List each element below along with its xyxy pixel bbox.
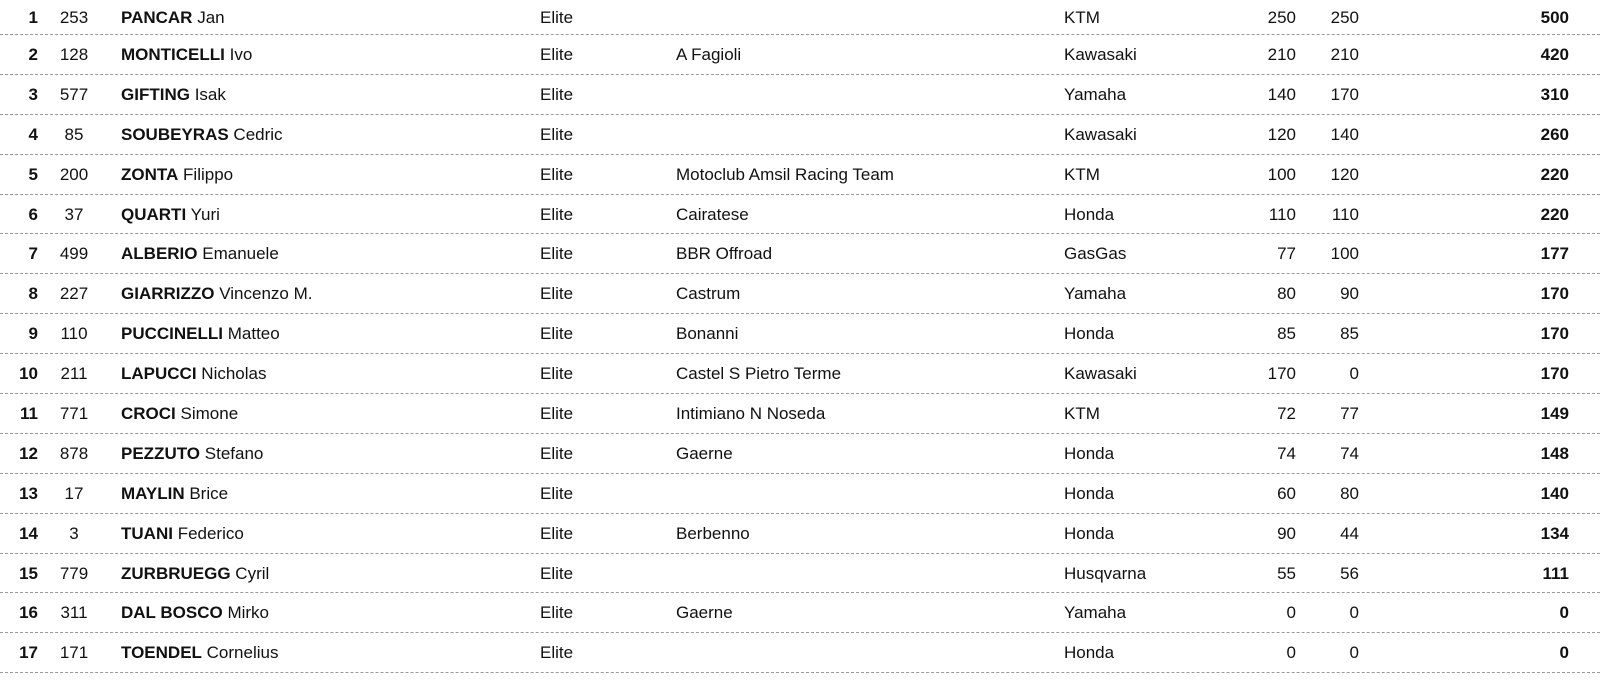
category-cell: Elite: [540, 404, 574, 424]
total-points-cell: 420: [1540, 45, 1569, 64]
total-points-cell: 140: [1540, 483, 1569, 503]
rider-name-cell: [121, 75, 226, 115]
rider-surname: QUARTI: [121, 204, 187, 224]
category-cell: Elite: [540, 643, 574, 663]
bike-cell: Honda: [1064, 643, 1115, 663]
race2-points-cell: 90: [1340, 284, 1359, 304]
rider-surname: GIFTING: [121, 84, 190, 104]
total-points-cell: 220: [1540, 164, 1569, 184]
position-cell: 2: [28, 45, 38, 64]
race1-points-cell: 85: [1277, 324, 1296, 344]
total-points-cell: 500: [1540, 8, 1569, 27]
position-cell: 7: [28, 244, 38, 264]
rider-name-cell: [121, 0, 225, 35]
race2-points-cell: 100: [1330, 244, 1359, 264]
race-number-cell: 253: [59, 8, 89, 27]
race2-points-cell: 250: [1330, 8, 1359, 27]
total-points-cell: 260: [1540, 124, 1569, 144]
position-cell: 17: [19, 643, 38, 663]
position-cell: 4: [28, 124, 38, 144]
race-number-cell: 17: [64, 483, 84, 503]
bike-cell: Kawasaki: [1064, 45, 1137, 64]
team-cell: Gaerne: [676, 443, 733, 463]
bike-cell: Yamaha: [1064, 84, 1127, 104]
race1-points-cell: 250: [1267, 8, 1296, 27]
race1-points-cell: 80: [1277, 284, 1296, 304]
race2-points-cell: 120: [1330, 164, 1359, 184]
team-cell: Motoclub Amsil Racing Team: [676, 164, 894, 184]
category-cell: Elite: [540, 204, 574, 224]
category-cell: Elite: [540, 324, 574, 344]
total-points-cell: 310: [1540, 84, 1569, 104]
race1-points-cell: 170: [1267, 364, 1296, 384]
total-points-cell: 220: [1540, 204, 1569, 224]
race2-points-cell: 74: [1340, 443, 1359, 463]
position-cell: 8: [28, 284, 38, 304]
bike-cell: Honda: [1064, 443, 1115, 463]
table-row: [0, 195, 1600, 235]
rider-name-cell: [121, 195, 220, 235]
rider-surname: LAPUCCI: [121, 364, 197, 384]
race2-points-cell: 170: [1330, 84, 1359, 104]
rider-firstname: Cyril: [235, 563, 270, 583]
rider-name-cell: [121, 554, 269, 594]
total-points-cell: 149: [1540, 404, 1569, 424]
bike-cell: Honda: [1064, 483, 1115, 503]
rider-firstname: Simone: [180, 404, 239, 424]
table-row: [0, 554, 1600, 594]
rider-name-cell: [121, 234, 279, 274]
table-row: [0, 155, 1600, 195]
table-row: [0, 35, 1600, 75]
rider-name-cell: [121, 115, 283, 155]
table-row: [0, 394, 1600, 434]
total-points-cell: 170: [1540, 364, 1569, 384]
race1-points-cell: 60: [1277, 483, 1296, 503]
team-cell: Bonanni: [676, 324, 739, 344]
race-number-cell: 200: [59, 164, 89, 184]
total-points-cell: 111: [1542, 563, 1569, 583]
position-cell: 5: [28, 164, 38, 184]
race1-points-cell: 77: [1277, 244, 1296, 264]
rider-name-cell: [121, 593, 269, 633]
rider-surname: CROCI: [121, 404, 176, 424]
team-cell: Cairatese: [676, 204, 749, 224]
rider-firstname: Matteo: [227, 324, 280, 344]
team-cell: Intimiano N Noseda: [676, 404, 826, 424]
race2-points-cell: 140: [1330, 124, 1359, 144]
rider-name-cell: [121, 394, 238, 434]
team-cell: Castrum: [676, 284, 741, 304]
race1-points-cell: 74: [1277, 443, 1296, 463]
position-cell: 1: [28, 8, 38, 27]
table-row: [0, 274, 1600, 314]
bike-cell: Yamaha: [1064, 284, 1127, 304]
table-row: [0, 633, 1600, 673]
table-row: [0, 593, 1600, 633]
race-number-cell: 128: [59, 45, 89, 64]
rider-surname: ZURBRUEGG: [121, 563, 231, 583]
rider-surname: PEZZUTO: [121, 443, 201, 463]
race1-points-cell: 100: [1267, 164, 1296, 184]
rider-firstname: Yuri: [190, 204, 220, 224]
rider-surname: SOUBEYRAS: [121, 124, 229, 144]
total-points-cell: 177: [1540, 244, 1569, 264]
race2-points-cell: 80: [1340, 483, 1359, 503]
race-number-cell: 171: [59, 643, 89, 663]
race-number-cell: 779: [59, 563, 89, 583]
category-cell: Elite: [540, 8, 574, 27]
rider-surname: PUCCINELLI: [121, 324, 223, 344]
rider-surname: ZONTA: [121, 164, 179, 184]
total-points-cell: 0: [1559, 643, 1569, 663]
rider-surname: DAL BOSCO: [121, 603, 223, 623]
rider-name-cell: [121, 155, 233, 195]
bike-cell: Honda: [1064, 523, 1115, 543]
position-cell: 12: [19, 443, 38, 463]
bike-cell: Husqvarna: [1064, 563, 1147, 583]
race2-points-cell: 44: [1340, 523, 1359, 543]
rider-surname: MAYLIN: [121, 483, 185, 503]
race1-points-cell: 110: [1268, 204, 1296, 224]
position-cell: 3: [28, 84, 38, 104]
race1-points-cell: 140: [1267, 84, 1296, 104]
rider-name-cell: [121, 633, 278, 673]
total-points-cell: 170: [1540, 324, 1569, 344]
table-row: [0, 514, 1600, 554]
bike-cell: Kawasaki: [1064, 364, 1137, 384]
race-number-cell: 3: [69, 523, 79, 543]
total-points-cell: 148: [1540, 443, 1569, 463]
rider-surname: PANCAR: [121, 8, 193, 27]
bike-cell: KTM: [1064, 164, 1100, 184]
rider-firstname: Filippo: [183, 164, 234, 184]
rider-name-cell: [121, 514, 244, 554]
category-cell: Elite: [540, 124, 574, 144]
rider-firstname: Ivo: [229, 45, 253, 64]
rider-firstname: Nicholas: [201, 364, 267, 384]
table-row: [0, 474, 1600, 514]
bike-cell: Honda: [1064, 204, 1115, 224]
table-row: [0, 354, 1600, 394]
bike-cell: Honda: [1064, 324, 1115, 344]
category-cell: Elite: [540, 84, 574, 104]
race2-points-cell: 85: [1340, 324, 1359, 344]
race1-points-cell: 90: [1277, 523, 1296, 543]
team-cell: Berbenno: [676, 523, 750, 543]
position-cell: 11: [20, 404, 38, 424]
bike-cell: KTM: [1064, 8, 1100, 27]
total-points-cell: 170: [1540, 284, 1569, 304]
rider-firstname: Jan: [197, 8, 225, 27]
category-cell: Elite: [540, 244, 574, 264]
race2-points-cell: 210: [1330, 45, 1359, 64]
rider-name-cell: [121, 314, 280, 354]
bike-cell: GasGas: [1064, 244, 1127, 264]
position-cell: 10: [19, 364, 38, 384]
category-cell: Elite: [540, 284, 574, 304]
race1-points-cell: 0: [1286, 603, 1296, 623]
category-cell: Elite: [540, 603, 574, 623]
race-number-cell: 577: [59, 84, 89, 104]
race1-points-cell: 210: [1267, 45, 1296, 64]
race2-points-cell: 110: [1331, 204, 1359, 224]
rider-firstname: Stefano: [204, 443, 264, 463]
bike-cell: Kawasaki: [1064, 124, 1137, 144]
table-row: [0, 314, 1600, 354]
race-number-cell: 211: [60, 364, 88, 384]
category-cell: Elite: [540, 523, 574, 543]
team-cell: Gaerne: [676, 603, 733, 623]
position-cell: 16: [19, 603, 38, 623]
rider-name-cell: [121, 274, 312, 314]
rider-firstname: Cornelius: [206, 643, 279, 663]
rider-name-cell: [121, 35, 252, 75]
race1-points-cell: 72: [1277, 404, 1296, 424]
race-number-cell: 771: [59, 404, 89, 424]
team-cell: BBR Offroad: [676, 244, 773, 264]
race-number-cell: 37: [64, 204, 84, 224]
total-points-cell: 134: [1540, 523, 1569, 543]
race2-points-cell: 56: [1340, 563, 1359, 583]
rider-surname: MONTICELLI: [121, 45, 225, 64]
total-points-cell: 0: [1559, 603, 1569, 623]
rider-firstname: Federico: [177, 523, 244, 543]
position-cell: 9: [28, 324, 38, 344]
rider-firstname: Vincenzo M.: [219, 284, 313, 304]
rider-surname: ALBERIO: [121, 244, 198, 264]
table-row: [0, 234, 1600, 274]
race-number-cell: 110: [60, 324, 88, 344]
race-number-cell: 878: [59, 443, 89, 463]
table-row: [0, 75, 1600, 115]
rider-firstname: Cedric: [233, 124, 283, 144]
table-row: [0, 434, 1600, 474]
race1-points-cell: 55: [1277, 563, 1296, 583]
race1-points-cell: 0: [1286, 643, 1296, 663]
category-cell: Elite: [540, 364, 574, 384]
race2-points-cell: 0: [1349, 364, 1359, 384]
rider-firstname: Isak: [194, 84, 226, 104]
rider-name-cell: [121, 434, 263, 474]
rider-surname: GIARRIZZO: [121, 284, 215, 304]
rider-name-cell: [121, 474, 228, 514]
race-number-cell: 311: [60, 603, 88, 623]
race-number-cell: 227: [59, 284, 89, 304]
bike-cell: KTM: [1064, 404, 1100, 424]
race2-points-cell: 0: [1349, 603, 1359, 623]
table-row: [0, 0, 1600, 35]
rider-surname: TOENDEL: [121, 643, 202, 663]
race-number-cell: 85: [64, 124, 84, 144]
bike-cell: Yamaha: [1064, 603, 1127, 623]
rider-firstname: Brice: [189, 483, 229, 503]
team-cell: Castel S Pietro Terme: [676, 364, 842, 384]
rider-firstname: Mirko: [227, 603, 269, 623]
category-cell: Elite: [540, 45, 574, 64]
race1-points-cell: 120: [1267, 124, 1296, 144]
team-cell: A Fagioli: [676, 45, 742, 64]
category-cell: Elite: [540, 563, 574, 583]
position-cell: 15: [19, 563, 38, 583]
category-cell: Elite: [540, 483, 574, 503]
rider-surname: TUANI: [121, 523, 173, 543]
race-number-cell: 499: [59, 244, 89, 264]
position-cell: 6: [28, 204, 38, 224]
category-cell: Elite: [540, 164, 574, 184]
position-cell: 13: [19, 483, 38, 503]
rider-firstname: Emanuele: [202, 244, 279, 264]
table-row: [0, 115, 1600, 155]
rider-name-cell: [121, 354, 267, 394]
race2-points-cell: 77: [1340, 404, 1359, 424]
race2-points-cell: 0: [1349, 643, 1359, 663]
position-cell: 14: [19, 523, 38, 543]
category-cell: Elite: [540, 443, 574, 463]
